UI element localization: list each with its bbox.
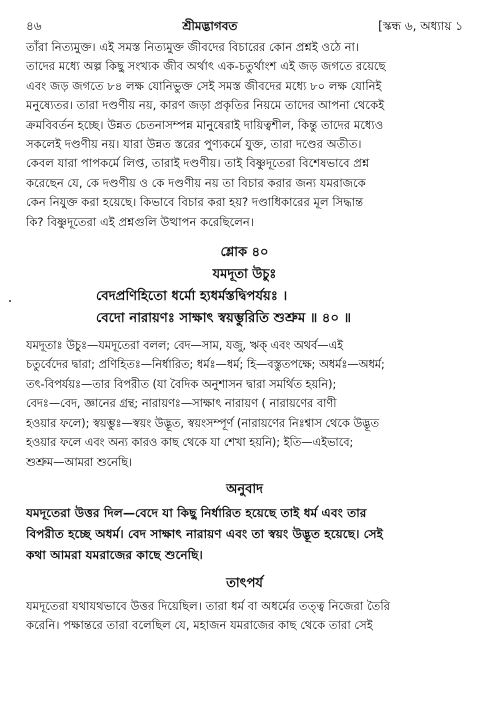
chapter-reference: [স্কন্ধ ৬, অধ্যায় ১ <box>378 19 463 33</box>
verse-line-2: বেদো নারায়ণঃ সাক্ষাৎ স্বয়ম্ভুরিতি শুশ্রুম ॥ ৪০ ॥ <box>96 311 352 327</box>
purport-line: করেনি। পক্ষান্তরে তারা বলেছিল যে, মহাজন যমরাজের কাছ থেকে তারা সেই <box>26 618 373 633</box>
text-line: মনুষ্যেতর। তারা দণ্ডণীয় নয়, কারণ জড়া প্রকৃতির নিয়মে তাদের আপনা থেকেই <box>26 98 385 113</box>
synonyms <box>26 336 463 472</box>
text-line: করেছেন যে, কে দণ্ডণীয় ও কে দণ্ডণীয় নয় তা বিচার করার জন্য যমরাজকে <box>26 175 366 190</box>
book-title: শ্রীমদ্ভাগবত <box>182 19 238 33</box>
margin-mark <box>9 300 11 302</box>
verse-block <box>26 242 463 330</box>
purport-heading: তাৎপর্য <box>226 575 263 591</box>
synonym-line: যমদূতাঃ উচুঃ—যমদূতেরা বলল; বেদ—সাম, যজু, ঋক্ এবং অথর্ব—এই <box>26 339 344 353</box>
text-line: তাদের মধ্যে অল্প কিছু সংখ্যক জীব অর্থাৎ এক-চতুর্থাংশ এই জড় জগতে রয়েছে <box>26 59 386 74</box>
verse-number: শ্লোক ৪০ <box>220 245 269 261</box>
text-line: কেবল যারা পাপকর্মে লিপ্ত, তারাই দণ্ডণীয়। তাই বিষ্ণুদূতেরা বিশেষভাবে প্রশ্ন <box>26 156 370 171</box>
translation-line: বিপরীত হচ্ছে অধর্ম। বেদ সাক্ষাৎ নারায়ণ এবং তা স্বয়ং উদ্ভূত হয়েছে। সেই <box>26 526 384 541</box>
synonym-line: তৎ-বিপর্যয়ঃ—তার বিপরীত (যা বৈদিক অনুশাসন দ্বারা সমর্থিত হয়নি); <box>26 377 337 391</box>
text-line: সকলেই দণ্ডণীয় নয়। যারা উন্নত স্তরের পুণ্যকর্মে যুক্ত, তারা দণ্ডের অতীত। <box>26 137 362 152</box>
synonym-line: হওয়ার ফলে এবং অন্য কারও কাছ থেকে যা শেখা হয়নি); ইতি—এইভাবে; <box>26 436 354 450</box>
translation-heading: অনুবাদ <box>226 481 263 497</box>
text-line: এবং জড় জগতে ৮৪ লক্ষ যোনিভুক্ত সেই সমস্ত জীবদের মধ্যে ৮০ লক্ষ যোনিই <box>26 78 382 93</box>
synonym-line: হওয়ার ফলে); স্বয়ম্ভুঃ—স্বয়ং উদ্ভূত, স্বয়ংসম্পূর্ণ (নারায়ণের নিঃশ্বাস থেকে উদ্ভূত <box>26 416 379 430</box>
previous-purport <box>26 38 463 232</box>
translation-line: কথা আমরা যমরাজের কাছে শুনেছি। <box>26 547 203 562</box>
purport-line: যমদূতেরা যথাযথভাবে উত্তর দিয়েছিল। তারা ধর্ম বা অধর্মের তত্ত্ব নিজেরা তৈরি <box>26 598 391 613</box>
page-number: ৪৬ <box>26 19 42 33</box>
text-line: তাঁরা নিত্যমুক্ত। এই সমস্ত নিত্যমুক্ত জীবদের বিচারের কোন প্রশ্নই ওঠে না। <box>26 40 360 54</box>
translation-line: যমদূতেরা উত্তর দিল—বেদে যা কিছু নির্ধারিত হয়েছে তাই ধর্ম এবং তার <box>26 505 367 520</box>
synonym-line: বেদঃ—বেদ, জ্ঞানের গ্রন্থ; নারায়ণঃ—সাক্ষাৎ নারায়ণ ( নারায়ণের বাণী <box>26 397 337 411</box>
verse-speaker: যমদূতা উচুঃ <box>212 267 277 283</box>
page-header <box>26 18 463 38</box>
verse-line-1: বেদপ্রণিহিতো ধর্মো হ্যধর্মস্তদ্বিপর্যয়ঃ । <box>96 289 288 305</box>
purport <box>26 597 463 636</box>
synonym-line: চতুর্বেদের দ্বারা; প্রণিহিতঃ—নির্ধারিত; ধর্মঃ—ধর্ম; হি—বস্তুতপক্ষে; অধর্মঃ—অধর্ম; <box>26 358 385 372</box>
translation <box>26 503 463 566</box>
text-line: কি? বিষ্ণুদূতেরা এই প্রশ্নগুলি উত্থাপন করেছিলেন। <box>26 214 254 229</box>
text-line: কেন নিযুক্ত করা হয়েছে। কিভাবে বিচার করা হয়? দণ্ডাধিকারের মূল সিদ্ধান্ত <box>26 195 364 210</box>
text-line: ক্রমবিবর্তন হচ্ছে। উন্নত চেতনাসম্পন্ন মানুষেরাই দায়িত্বশীল, কিন্তু তাদের মধ্যেও <box>26 117 384 132</box>
synonym-line: শুশ্রুম—আমরা শুনেছি। <box>26 455 133 469</box>
